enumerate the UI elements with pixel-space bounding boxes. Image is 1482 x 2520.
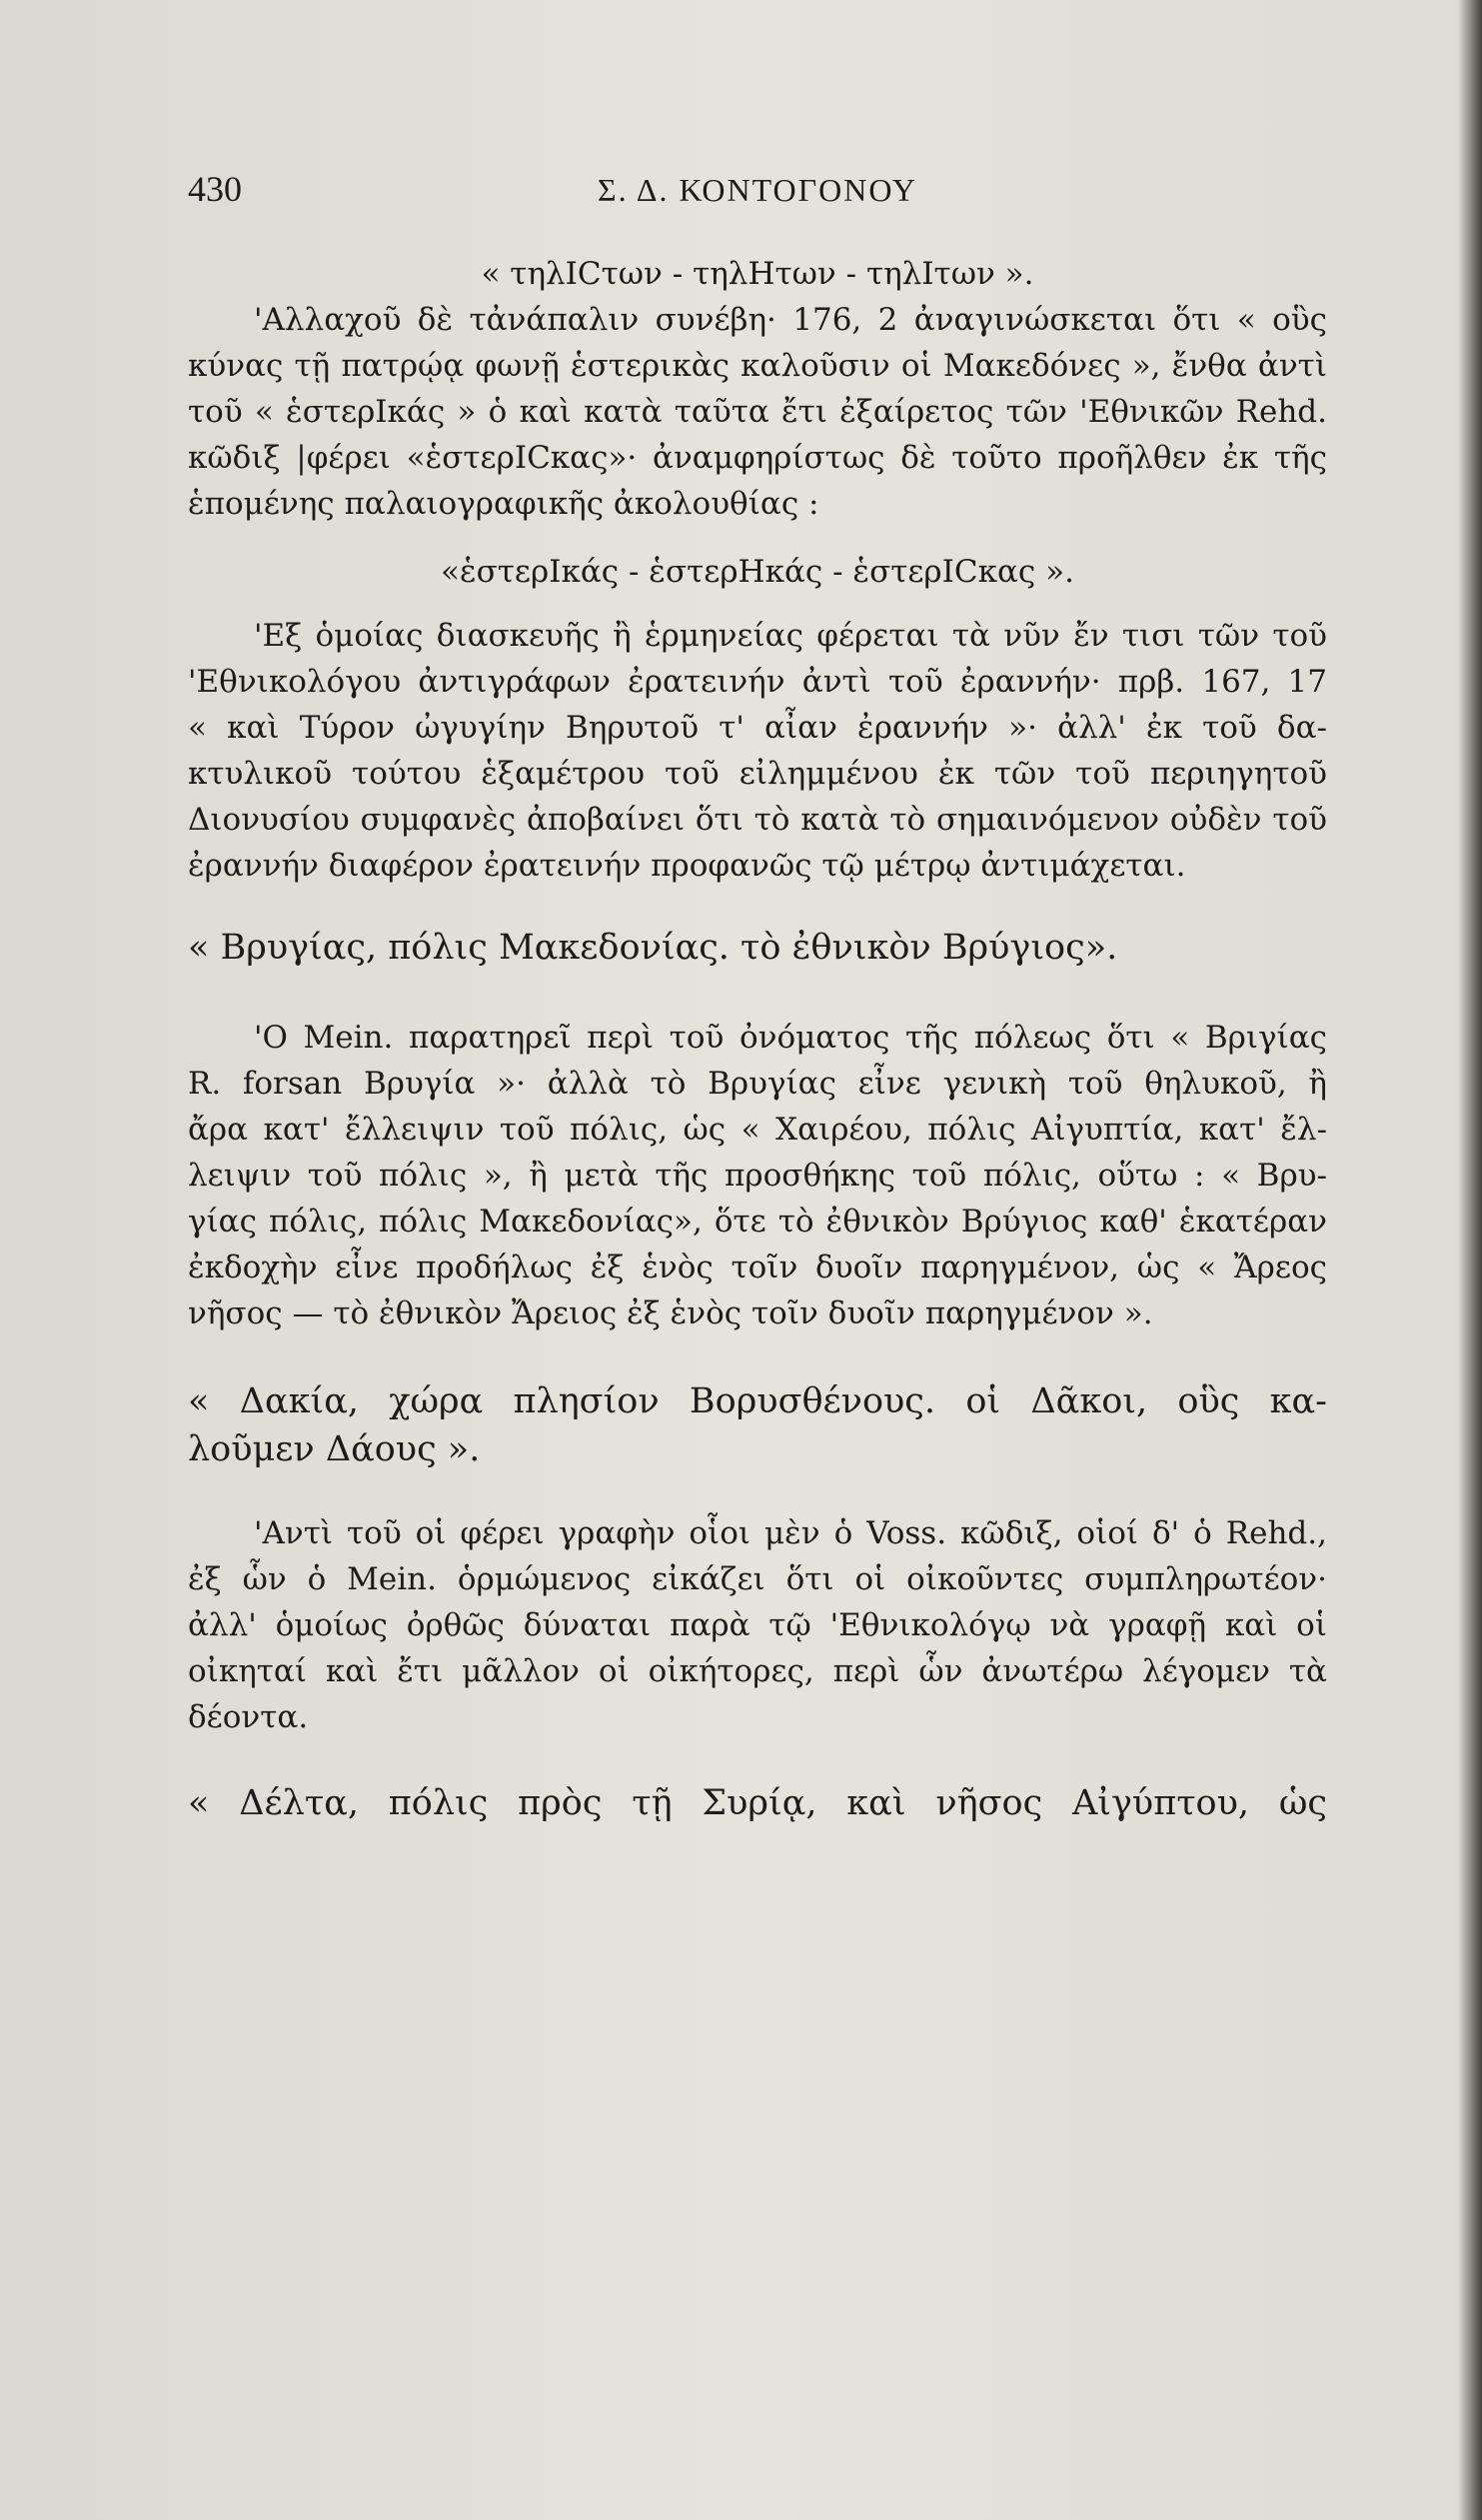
text-line: ἀλλ' ὁμοίως ὀρθῶς δύναται παρὰ τῷ 'Εθνικολόγῳ νὰ γραφῇ καὶ οἱ: [188, 1607, 1327, 1643]
text-line: 'Εξ ὁμοίας διασκευῆς ἢ ἑρμηνείας φέρεται τὰ νῦν ἔν τισι τῶν τοῦ: [254, 618, 1327, 654]
text-line: νῆσος — τὸ ἐθνικὸν Ἄρειος ἐξ ἑνὸς τοῖν δυοῖν παρηγμένον ».: [188, 1295, 1153, 1331]
text-line: R. forsan Βρυγία »· ἀλλὰ τὸ Βρυγίας εἶνε γενικὴ τοῦ θηλυκοῦ, ἢ: [188, 1066, 1327, 1102]
text-line: δέοντα.: [188, 1699, 309, 1735]
text-line: 'Ο Mein. παρατηρεῖ περὶ τοῦ ὀνόματος τῆς πόλεως ὅτι « Βριγίας: [254, 1020, 1327, 1056]
text-line: Διονυσίου συμφανὲς ἀποβαίνει ὅτι τὸ κατὰ τὸ σημαινόμενον οὐδὲν τοῦ: [188, 802, 1327, 838]
text-line: κῶδιξ |φέρει «ἑστερΙCκας»· ἀναμφηρίστως δὲ τοῦτο προῆλθεν ἐκ τῆς: [188, 440, 1327, 476]
page-header: [188, 168, 1327, 218]
text-line: ἑπομένης παλαιογραφικῆς ἀκολουθίας :: [188, 486, 819, 522]
text-line: ἐκδοχὴν εἶνε προδήλως ἐξ ἑνὸς τοῖν δυοῖν παρηγμένον, ὡς « Ἄρεος: [188, 1250, 1327, 1285]
text-line: λοῦμεν Δάους ».: [188, 1429, 481, 1469]
text-line: 'Εθνικολόγου ἀντιγράφων ἐρατεινήν ἀντὶ τοῦ ἐραννήν· πρβ. 167, 17: [188, 664, 1327, 700]
text-line: κτυλικοῦ τούτου ἑξαμέτρου τοῦ εἰλημμένου ἐκ τῶν τοῦ περιηγητοῦ: [188, 756, 1327, 792]
entry-heading: « Δέλτα, πόλις πρὸς τῇ Συρίᾳ, καὶ νῆσος Αἰγύπτου, ὡς: [188, 1783, 1327, 1823]
text-line: ἄρα κατ' ἔλλειψιν τοῦ πόλις, ὡς « Χαιρέου, πόλις Αἰγυπτία, κατ' ἔλ-: [188, 1112, 1327, 1148]
text-line: 'Αντὶ τοῦ οἱ φέρει γραφὴν οἷοι μὲν ὁ Voss. κῶδιξ, οἱοί δ' ὁ Rehd.,: [254, 1515, 1327, 1551]
text-line: κύνας τῇ πατρῴᾳ φωνῇ ἑστερικὰς καλοῦσιν οἱ Μακεδόνες », ἔνθα ἀντὶ: [188, 348, 1327, 384]
text-line: ἐξ ὧν ὁ Mein. ὁρμώμενος εἰκάζει ὅτι οἱ οἰκοῦντες συμπληρωτέον·: [188, 1561, 1327, 1597]
text-line: 'Αλλαχοῦ δὲ τἀνάπαλιν συνέβη· 176, 2 ἀναγινώσκεται ὅτι « οὓς: [254, 302, 1327, 338]
text-line: οἰκηταί καὶ ἔτι μᾶλλον οἱ οἰκήτορες, περὶ ὧν ἀνωτέρω λέγομεν τὰ: [188, 1653, 1327, 1689]
text-line: λειψιν τοῦ πόλις », ἢ μετὰ τῆς προσθήκης τοῦ πόλις, οὕτω : « Βρυ-: [188, 1158, 1327, 1194]
text-line: τοῦ « ἑστερΙκάς » ὁ καὶ κατὰ ταῦτα ἔτι ἐξαίρετος τῶν 'Εθνικῶν Rehd.: [188, 394, 1327, 430]
entry-heading: « Βρυγίας, πόλις Μακεδονίας. τὸ ἐθνικὸν Βρύγιος».: [188, 928, 1118, 968]
text-line: « καὶ Τύρον ὠγυγίην Βηρυτοῦ τ' αἶαν ἐραννήν »· ἀλλ' ἐκ τοῦ δα-: [188, 710, 1327, 746]
entry-heading: « Δακία, χώρα πλησίον Βορυσθένους. οἱ Δᾶκοι, οὓς κα-: [188, 1381, 1327, 1421]
running-head: Σ. Δ. ΚΟΝΤΟΓΟΝΟΥ: [598, 172, 917, 208]
text-line: «ἑστερΙκάς - ἑστερΗκάς - ἑστερΙCκας ».: [441, 554, 1074, 590]
text-line: ἐραννήν διαφέρον ἐρατεινήν προφανῶς τῷ μέτρῳ ἀντιμάχεται.: [188, 848, 1186, 884]
text-line: γίας πόλις, πόλις Μακεδονίας», ὅτε τὸ ἐθνικὸν Βρύγιος καθ' ἑκατέραν: [188, 1204, 1327, 1240]
page-number: 430: [188, 169, 242, 209]
text-line: « τηλΙCτων - τηλΗτων - τηλΙτων ».: [481, 256, 1034, 292]
